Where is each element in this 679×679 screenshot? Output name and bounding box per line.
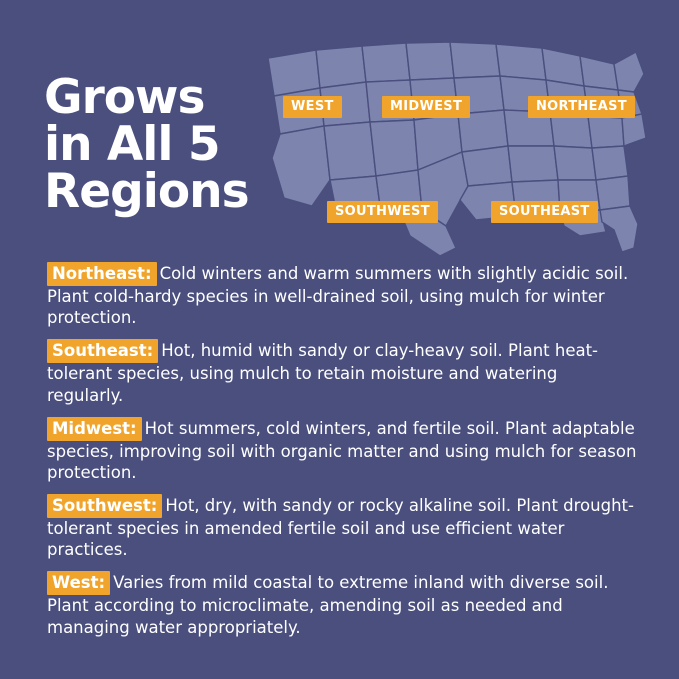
map-tag-southeast: SOUTHEAST bbox=[491, 201, 598, 223]
page-title-line-3: Regions bbox=[44, 164, 249, 219]
page-title-line-1: Grows bbox=[44, 70, 205, 125]
region-label-west: West: bbox=[47, 571, 110, 595]
map-tag-west: WEST bbox=[283, 96, 342, 118]
page-title-line-2: in All 5 bbox=[44, 117, 220, 172]
map-tag-northeast: NORTHEAST bbox=[528, 96, 635, 118]
united-states-map bbox=[250, 30, 670, 260]
region-item-southwest bbox=[47, 494, 637, 560]
map-tag-southwest: SOUTHWEST bbox=[327, 201, 438, 223]
region-item-northeast bbox=[47, 262, 637, 328]
region-text-west: Varies from mild coastal to extreme inland with diverse soil. Plant according to microclimate, amending soil as needed and managing water appropriately. bbox=[47, 573, 609, 637]
region-paragraph bbox=[47, 339, 637, 405]
region-paragraph bbox=[47, 262, 637, 328]
region-item-west bbox=[47, 571, 637, 637]
map-tag-midwest: MIDWEST bbox=[382, 96, 470, 118]
region-label-midwest: Midwest: bbox=[47, 417, 142, 441]
region-label-southwest: Southwest: bbox=[47, 494, 162, 518]
region-label-northeast: Northeast: bbox=[47, 262, 157, 286]
region-label-southeast: Southeast: bbox=[47, 339, 158, 363]
region-text-southeast: Hot, humid with sandy or clay-heavy soil. Plant heat-tolerant species, using mulch to retain moisture and watering regularly. bbox=[47, 341, 599, 405]
region-paragraph bbox=[47, 417, 637, 483]
region-paragraph bbox=[47, 494, 637, 560]
region-paragraph bbox=[47, 571, 637, 637]
region-list bbox=[47, 262, 637, 649]
region-text-midwest: Hot summers, cold winters, and fertile soil. Plant adaptable species, improving soil with organic matter and using mulch for season protection. bbox=[47, 418, 637, 482]
region-text-northeast: Cold winters and warm summers with slightly acidic soil. Plant cold-hardy species in well-drained soil, using mulch for winter protection. bbox=[47, 264, 629, 328]
region-item-midwest bbox=[47, 417, 637, 483]
region-text-southwest: Hot, dry, with sandy or rocky alkaline soil. Plant drought-tolerant species in amended fertile soil and use efficient water practices. bbox=[47, 495, 634, 560]
region-item-southeast bbox=[47, 339, 637, 405]
